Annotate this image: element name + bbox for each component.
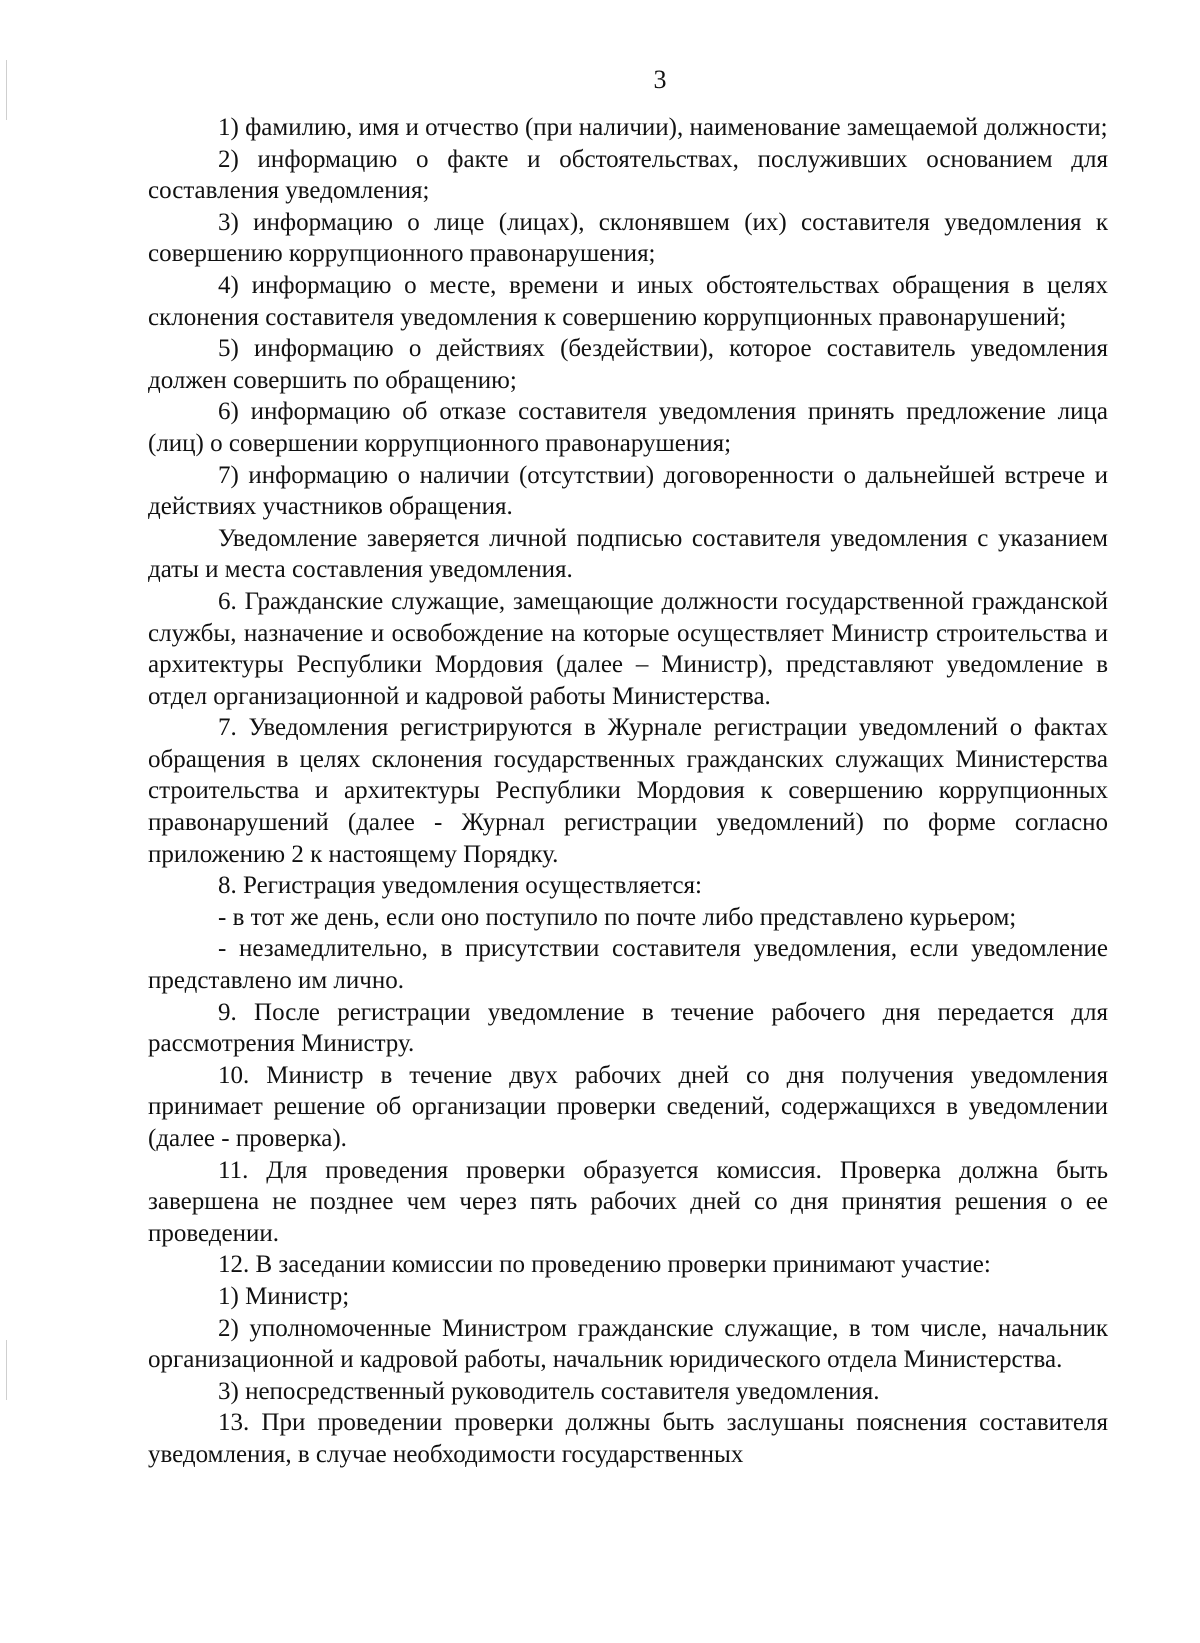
list-item-agreement: 7) информацию о наличии (отсутствии) договоренности о дальнейшей встрече и действиях участников обращения.: [148, 461, 1108, 521]
list-item-refusal: 6) информацию об отказе составителя уведомления принять предложение лица (лиц) о совершении коррупционного правонарушения;: [148, 398, 1108, 457]
paragraph-signature: Уведомление заверяется личной подписью составителя уведомления с указанием даты и места составления уведомления.: [148, 524, 1108, 584]
list-item-full-name: 1) фамилию, имя и отчество (при наличии), наименование замещаемой должности;: [218, 114, 1108, 141]
list-item-actions: 5) информацию о действиях (бездействии), которое составитель уведомления должен совершить по обращению;: [148, 335, 1108, 394]
paragraph-section-13: 13. При проведении проверки должны быть заслушаны пояснения составителя уведомления, в случае необходимости государственных: [148, 1409, 1108, 1468]
list-item-person-info: 3) информацию о лице (лицах), склонявшем (их) составителя уведомления к совершению коррупционного правонарушения;: [148, 208, 1108, 268]
list-item-circumstances: 4) информацию о месте, времени и иных обстоятельствах обращения в целях склонения составителя уведомления к совершению коррупционных правонарушений;: [148, 271, 1108, 331]
list-item-fact-info: 2) информацию о факте и обстоятельствах, послуживших основанием для составления уведомления;: [148, 145, 1108, 205]
list-item-minister: 1) Министр;: [218, 1282, 350, 1310]
list-item-supervisor: 3) непосредственный руководитель составителя уведомления.: [218, 1377, 880, 1405]
list-item-immediately: - незамедлительно, в присутствии составителя уведомления, если уведомление представлено им лично.: [148, 935, 1108, 995]
paragraph-section-12: 12. В заседании комиссии по проведению проверки принимают участие:: [218, 1251, 991, 1279]
scan-edge-mark: [6, 1340, 7, 1400]
paragraph-section-7: 7. Уведомления регистрируются в Журнале регистрации уведомлений о фактах обращения в целях склонения государственных гражданских служащих Министерства строительства и архитектуры Республики Мордовия к совершению коррупционных правонарушений (далее - Журнал регистрации уведомлений) по форме согласно приложению 2 к настоящему Порядку.: [148, 714, 1108, 868]
paragraph-section-8: 8. Регистрация уведомления осуществляется:: [218, 872, 702, 900]
document-body: [148, 112, 1108, 1471]
list-item-same-day: - в тот же день, если оно поступило по почте либо представлено курьером;: [218, 903, 1017, 931]
paragraph-section-6: 6. Гражданские служащие, замещающие должности государственной гражданской службы, назначение и освобождение на которые осуществляет Министр строительства и архитектуры Республики Мордовия (далее – Министр), представляют уведомление в отдел организационной и кадровой работы Министерства.: [148, 587, 1108, 710]
paragraph-section-10: 10. Министр в течение двух рабочих дней со дня получения уведомления принимает решение об организации проверки сведений, содержащихся в уведомлении (далее - проверка).: [148, 1061, 1108, 1152]
paragraph-section-9: 9. После регистрации уведомление в течение рабочего дня передается для рассмотрения Министру.: [148, 998, 1108, 1058]
page-number: 3: [653, 65, 667, 94]
paragraph-section-11: 11. Для проведения проверки образуется комиссия. Проверка должна быть завершена не позднее чем через пять рабочих дней со дня принятия решения о ее проведении.: [148, 1156, 1108, 1247]
list-item-authorized-staff: 2) уполномоченные Министром гражданские служащие, в том числе, начальник организационной и кадровой работы, начальник юридического отдела Министерства.: [148, 1314, 1108, 1374]
